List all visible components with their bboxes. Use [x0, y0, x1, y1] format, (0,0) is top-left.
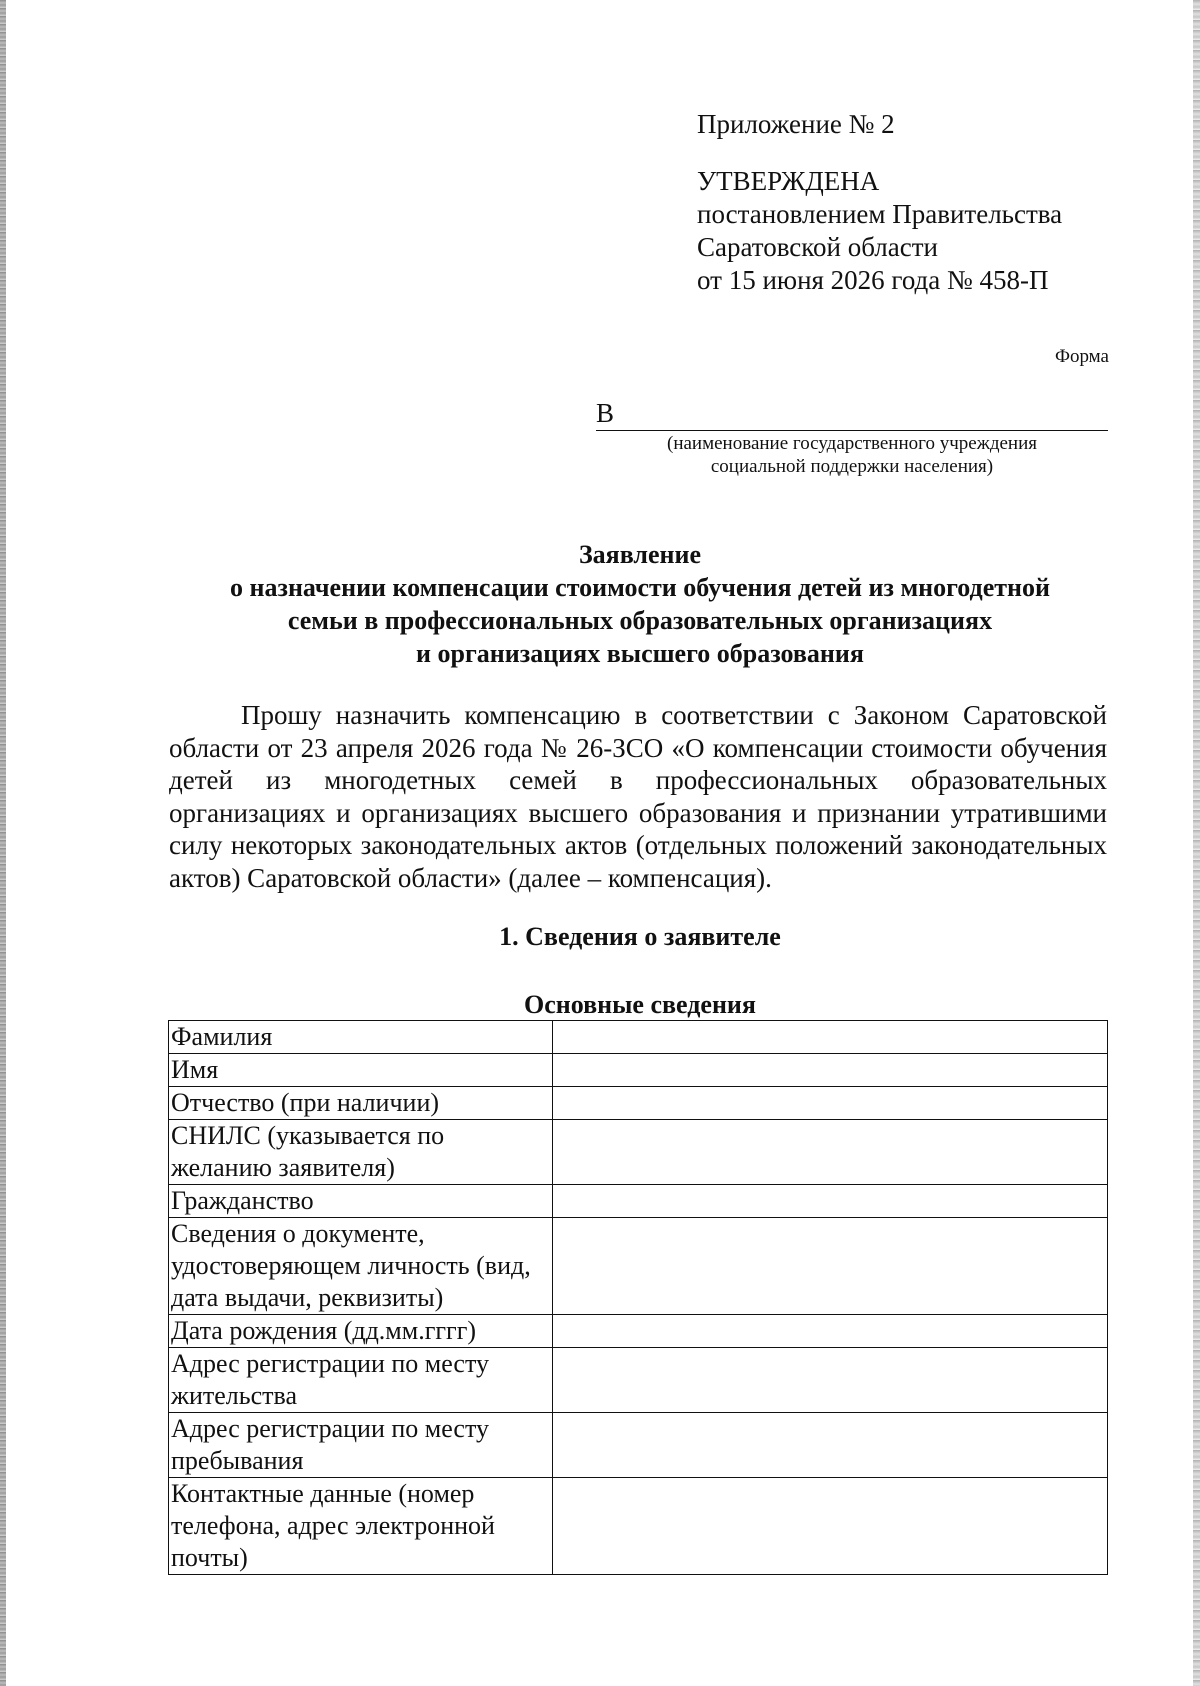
table-row: [169, 1087, 1108, 1120]
field-label: Контактные данные (номер телефона, адрес электронной почты): [169, 1478, 553, 1575]
title-line-1: Заявление: [578, 540, 702, 569]
field-value-cell[interactable]: [553, 1478, 1108, 1575]
field-value-cell[interactable]: [553, 1218, 1108, 1315]
field-value-cell[interactable]: [553, 1021, 1108, 1054]
field-label: Отчество (при наличии): [169, 1087, 553, 1120]
field-value-cell[interactable]: [553, 1120, 1108, 1185]
scan-edge-left: [0, 0, 6, 1686]
table-row: [169, 1185, 1108, 1218]
table-row: [169, 1120, 1108, 1185]
field-value-cell[interactable]: [553, 1413, 1108, 1478]
field-label: Адрес регистрации по месту жительства: [169, 1348, 553, 1413]
approval-block: [697, 108, 1117, 297]
addressee-hint-line-2: социальной поддержки населения): [710, 456, 994, 477]
approval-line-1: постановлением Правительства: [697, 199, 1063, 229]
scan-edge-right: [1193, 0, 1200, 1686]
document-title: [150, 538, 1130, 670]
title-line-4: и организациях высшего образования: [416, 639, 864, 668]
addressee-prefix: В: [596, 398, 615, 428]
applicant-info-table: [168, 1020, 1108, 1575]
field-value-cell[interactable]: [553, 1348, 1108, 1413]
field-label: Имя: [169, 1054, 553, 1087]
title-line-2: о назначении компенсации стоимости обучения детей из многодетной: [230, 573, 1050, 602]
approval-line-2: Саратовской области: [697, 232, 938, 262]
field-value-cell[interactable]: [553, 1185, 1108, 1218]
field-value-cell[interactable]: [553, 1054, 1108, 1087]
field-label: Сведения о документе, удостоверяющем личность (вид, дата выдачи, реквизиты): [169, 1218, 553, 1315]
table-row: [169, 1315, 1108, 1348]
field-label: Адрес регистрации по месту пребывания: [169, 1413, 553, 1478]
field-label: СНИЛС (указывается по желанию заявителя): [169, 1120, 553, 1185]
title-line-3: семьи в профессиональных образовательных организациях: [287, 606, 993, 635]
table-row: [169, 1054, 1108, 1087]
field-label: Гражданство: [169, 1185, 553, 1218]
table-row: [169, 1348, 1108, 1413]
annex-number: Приложение № 2: [697, 109, 895, 139]
field-label: Фамилия: [169, 1021, 553, 1054]
addressee-block: [596, 397, 1108, 478]
addressee-hint-line-1: (наименование государственного учреждения: [667, 433, 1037, 454]
section-heading: 1. Сведения о заявителе: [499, 922, 781, 951]
table-caption: Основные сведения: [524, 990, 756, 1019]
form-label: Форма: [1054, 346, 1109, 367]
table-row: [169, 1478, 1108, 1575]
table-row: [169, 1021, 1108, 1054]
request-paragraph: Прошу назначить компенсацию в соответствии с Законом Саратовской области от 23 апреля 2026 года № 26-ЗСО «О компенсации стоимости обучения детей из многодетных семей в профессиональных образовательных организациях и организациях высшего образования и признании утратившими силу некоторых законодательных актов (отдельных положений законодательных актов) Саратовской области» (далее – компенсация).: [169, 700, 1107, 893]
field-value-cell[interactable]: [553, 1315, 1108, 1348]
approved-label: УТВЕРЖДЕНА: [697, 166, 880, 196]
field-label: Дата рождения (дд.мм.гггг): [169, 1315, 553, 1348]
addressee-field[interactable]: [596, 397, 1108, 431]
addressee-hint: [596, 432, 1108, 478]
field-value-cell[interactable]: [553, 1087, 1108, 1120]
approval-line-3: от 15 июня 2026 года № 458-П: [697, 265, 1049, 295]
table-row: [169, 1218, 1108, 1315]
table-row: [169, 1413, 1108, 1478]
